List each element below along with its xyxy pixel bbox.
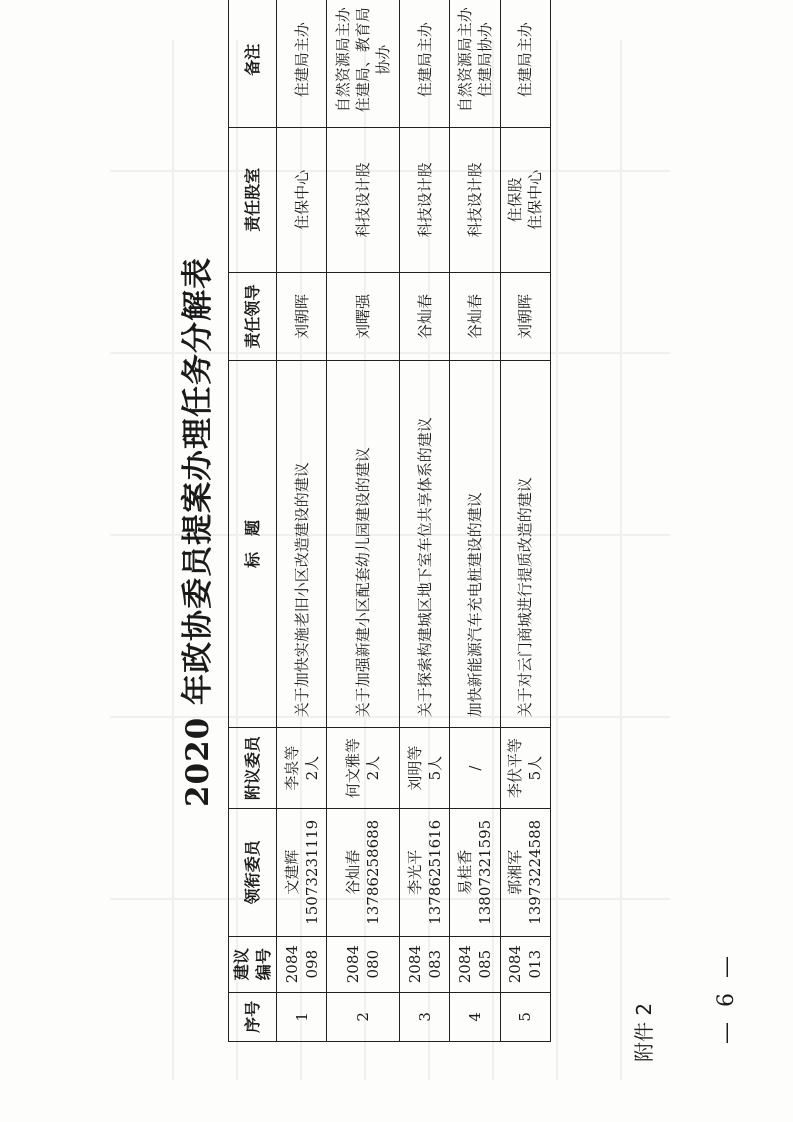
cell-remark: 自然资源局主办 住建局、教育局 协办 [327,0,400,127]
cell-lead: 郭湘军 13973224588 [500,808,550,936]
cell-seconders: 李伏平等 5人 [500,728,550,809]
header-code: 建议 编号 [229,936,277,992]
cell-leader: 谷灿春 [400,273,450,360]
header-leader: 责任领导 [229,273,277,360]
table-header-row [229,0,277,1042]
cell-code: 2084 013 [500,936,550,992]
cell-code: 2084 080 [327,936,400,992]
cell-department: 住保股 住保中心 [500,127,550,273]
header-seconders: 附议委员 [229,728,277,809]
cell-leader: 刘曙强 [327,273,400,360]
cell-code: 2084 098 [277,936,327,992]
cell-seconders: 何文雅等 2人 [327,728,400,809]
cell-lead: 李光平 13786251616 [400,808,450,936]
cell-seconders: / [450,728,500,809]
header-lead-member: 领衔委员 [229,808,277,936]
header-remark: 备注 [229,0,277,127]
task-table [228,0,551,1042]
header-department: 责任股室 [229,127,277,273]
cell-code: 2084 083 [400,936,450,992]
cell-seconders: 李泉等 2人 [277,728,327,809]
table-row [500,0,550,1042]
cell-lead: 谷灿春 13786258688 [327,808,400,936]
cell-code: 2084 085 [450,936,500,992]
table-row [450,0,500,1042]
cell-department: 科技设计股 [327,127,400,273]
cell-topic: 加快新能源汽车充电桩建设的建议 [450,360,500,728]
page-title: 2020 年政协委员提案办理任务分解表 [180,256,216,808]
cell-index: 4 [450,992,500,1041]
cell-department: 科技设计股 [400,127,450,273]
cell-leader: 刘朝晖 [500,273,550,360]
cell-lead: 易桂香 13807321595 [450,808,500,936]
cell-department: 住保中心 [277,127,327,273]
cell-leader: 谷灿春 [450,273,500,360]
header-topic: 标 题 [229,360,277,728]
annex-label: 附件 2 [632,1002,656,1062]
cell-seconders: 刘明等 5人 [400,728,450,809]
cell-index: 1 [277,992,327,1041]
cell-leader: 刘朝晖 [277,273,327,360]
table-row [277,0,327,1042]
cell-topic: 关于探索构建城区地下室车位共享体系的建议 [400,360,450,728]
cell-topic: 关于加快实施老旧小区改造建设的建议 [277,360,327,728]
cell-remark: 自然资源局主办 住建局协办 [450,0,500,127]
cell-index: 3 [400,992,450,1041]
table-row [400,0,450,1042]
cell-index: 2 [327,992,400,1041]
cell-remark: 住建局主办 [500,0,550,127]
table-row [327,0,400,1042]
cell-topic: 关于加强新建小区配套幼儿园建设的建议 [327,360,400,728]
cell-lead: 文建辉 15073231119 [277,808,327,936]
cell-index: 5 [500,992,550,1041]
cell-department: 科技设计股 [450,127,500,273]
header-index: 序号 [229,992,277,1041]
page-number: — 6 — [714,952,739,1044]
cell-topic: 关于对云门商城进行提质改造的建议 [500,360,550,728]
cell-remark: 住建局主办 [400,0,450,127]
cell-remark: 住建局主办 [277,0,327,127]
